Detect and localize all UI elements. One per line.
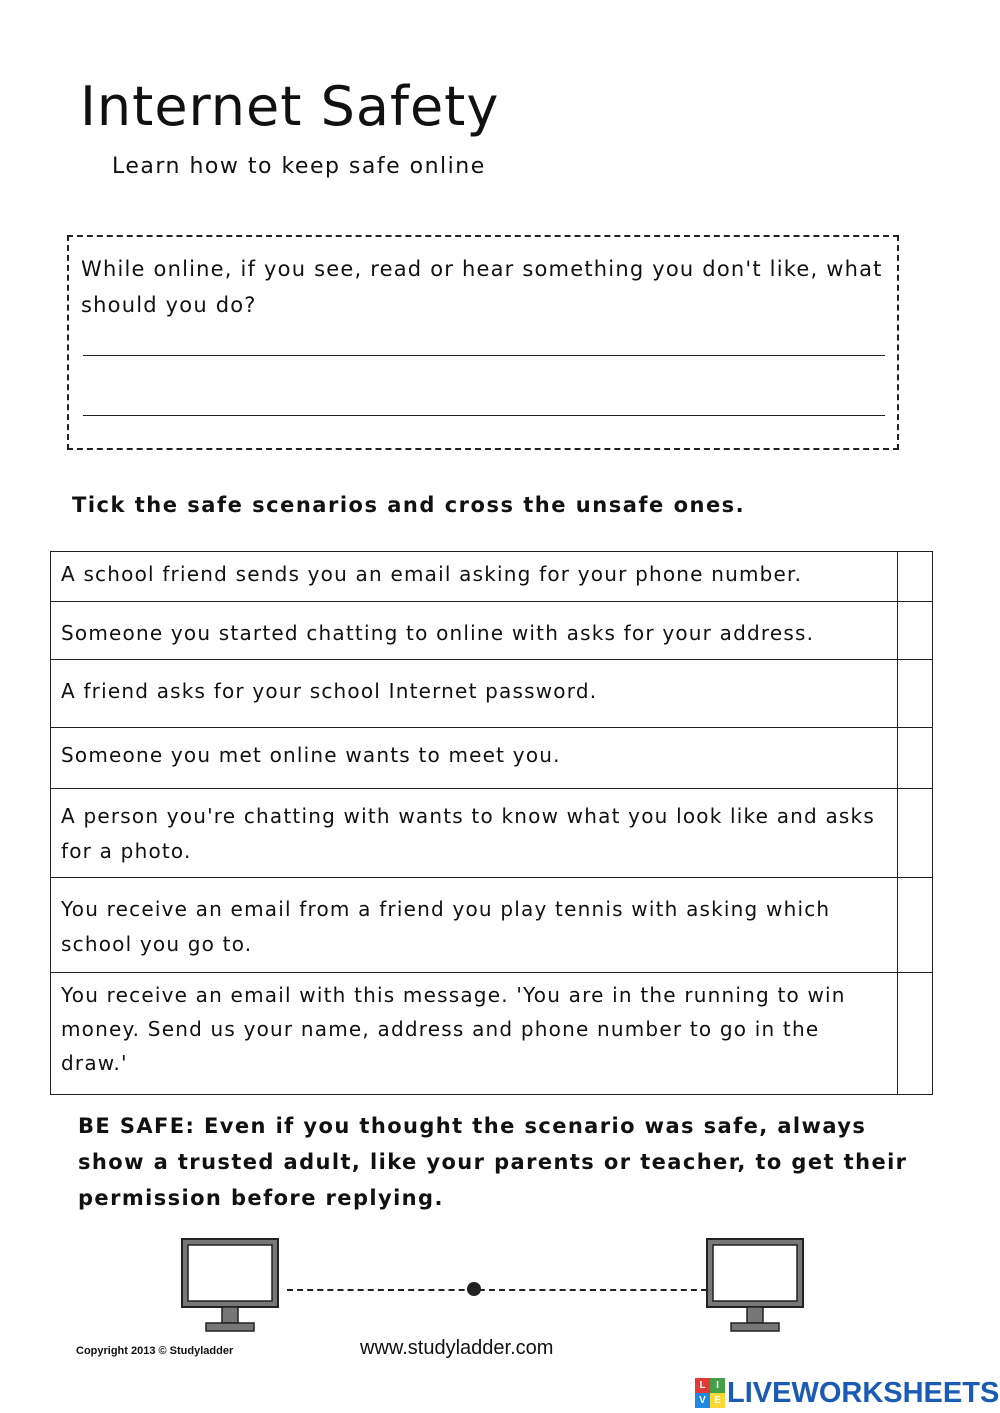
scenario-row [51,602,933,660]
tick-box[interactable] [898,602,933,660]
instruction-text: Tick the safe scenarios and cross the unsafe ones. [72,493,746,517]
tick-box[interactable] [898,660,933,728]
connection-line [287,1289,707,1291]
scenario-row [51,973,933,1095]
copyright-text: Copyright 2013 © Studyladder [76,1345,234,1357]
computer-monitor-icon [180,1237,280,1333]
scenario-text: You receive an email with this message. 'You are in the running to win money. Send us your name, address and phone number to go in the draw.' [61,983,846,1075]
liveworksheets-logo [695,1376,999,1410]
scenario-cell [51,552,898,602]
computer-monitor-icon [705,1237,805,1333]
tick-box[interactable] [898,552,933,602]
worksheet-title: Internet Safety [80,75,500,138]
scenario-row [51,552,933,602]
logo-letter: I [710,1378,725,1393]
liveworksheets-wordmark: LIVEWORKSHEETS [727,1376,1000,1409]
logo-letter: E [710,1393,725,1408]
tick-box[interactable] [898,973,933,1095]
scenario-text: You receive an email from a friend you play tennis with asking which school you go to. [61,897,831,956]
tick-box[interactable] [898,789,933,878]
logo-letter: L [695,1378,710,1393]
logo-letter: V [695,1393,710,1408]
scenario-cell [51,878,898,973]
liveworksheets-icon [695,1378,725,1408]
be-safe-note: BE SAFE: Even if you thought the scenario was safe, always show a trusted adult, like your parents or teacher, to get their permission before replying. [78,1114,908,1210]
question-box [67,235,899,450]
scenario-row [51,789,933,878]
scenario-text: A person you're chatting with wants to know what you look like and asks for a photo. [61,804,875,863]
scenario-row [51,878,933,973]
scenario-cell [51,602,898,660]
scenario-row [51,728,933,789]
scenario-cell [51,728,898,789]
scenario-text: Someone you met online wants to meet you. [61,743,561,767]
answer-line-1[interactable] [83,355,885,356]
scenario-text: A friend asks for your school Internet password. [61,679,598,703]
scenario-row [51,660,933,728]
scenario-cell [51,660,898,728]
scenario-text: A school friend sends you an email asking for your phone number. [61,562,803,586]
worksheet-subtitle: Learn how to keep safe online [112,154,486,179]
scenario-cell [51,789,898,878]
tick-box[interactable] [898,728,933,789]
connection-dot [467,1282,481,1296]
tick-box[interactable] [898,878,933,973]
scenario-text: Someone you started chatting to online with asks for your address. [61,621,815,645]
scenario-table [50,551,933,1095]
answer-line-2[interactable] [83,415,885,416]
question-text: While online, if you see, read or hear something you don't like, what should you do? [81,257,883,317]
scenario-cell [51,973,898,1095]
website-link[interactable]: www.studyladder.com [360,1337,554,1359]
